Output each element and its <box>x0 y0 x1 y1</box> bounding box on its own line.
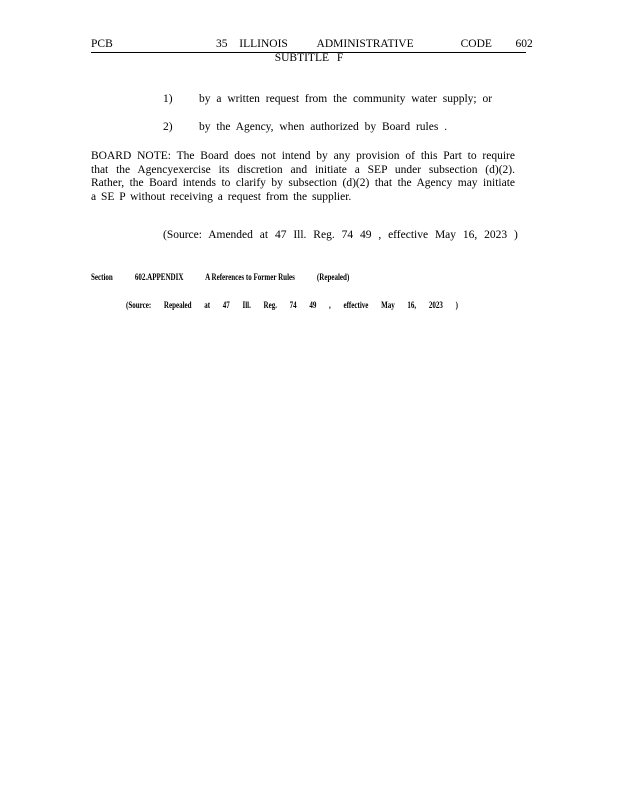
list-item-text: by the Agency, when authorized by Board rules . <box>199 121 448 133</box>
header-subtitle: SUBTITLE F <box>274 52 344 64</box>
list-item-number: 1) <box>163 93 173 105</box>
header-agency: PCB <box>91 38 113 50</box>
source-amended-note: (Source: Amended at 47 Ill. Reg. 74 49 , effective May 16, 2023 ) <box>163 229 518 241</box>
list-item-number: 2) <box>163 121 173 133</box>
section-heading <box>91 272 370 283</box>
header-code-title: 35 ILLINOIS ADMINISTRATIVE CODE 602 <box>216 38 533 50</box>
board-note: BOARD NOTE: The Board does not intend by any provision of this Part to require that the Agencyexercise its discretion and initiate a SEP under subsection (d)(2). Rather, the Board intends to clarify by subsection (d)(2) that the Agency may initiate a SE P without receiving a request from the supplier. <box>91 150 515 203</box>
section-status: (Repealed) <box>316 272 350 282</box>
section-label: Section <box>91 272 113 282</box>
source-repealed-note: (Source: Repealed at 47 Ill. Reg. 74 49 , effective May 16, 2023 ) <box>126 300 458 310</box>
list-item-text: by a written request from the community water supply; or <box>199 93 493 105</box>
section-title: A References to Former Rules <box>205 272 295 282</box>
page-header <box>91 38 533 53</box>
section-number: 602.APPENDIX <box>134 272 184 282</box>
